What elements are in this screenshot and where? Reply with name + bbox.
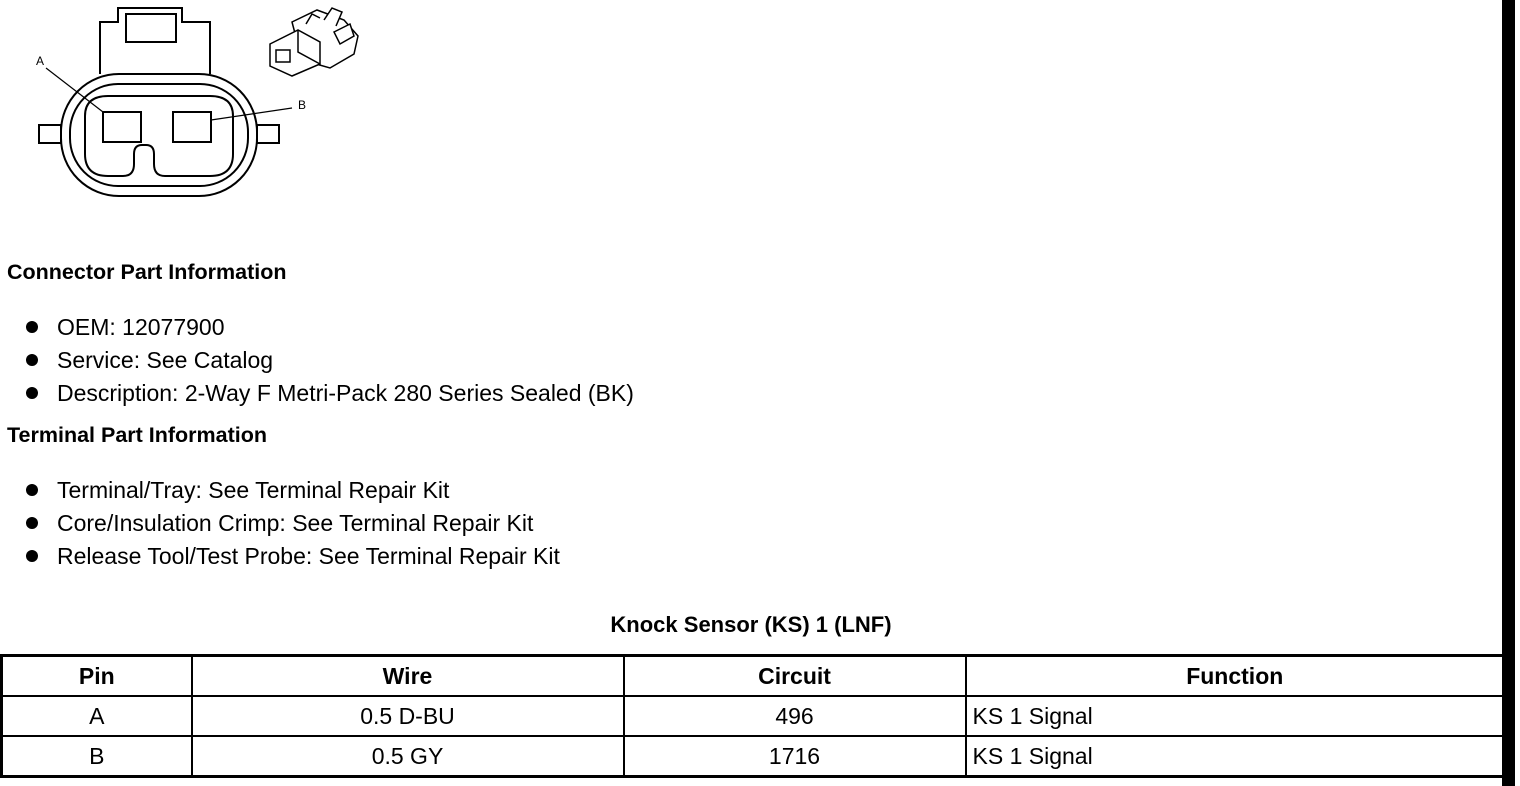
- list-item: [26, 344, 634, 377]
- bullet-icon: [26, 387, 38, 399]
- terminal-info-heading: Terminal Part Information: [7, 423, 268, 447]
- bullet-icon: [26, 321, 38, 333]
- wire-cell: 0.5 D-BU: [192, 696, 624, 736]
- table-header-row: [2, 656, 1505, 697]
- list-item: [26, 311, 634, 344]
- connector-isometric-diagram: [262, 2, 362, 80]
- list-item-text: Service: See Catalog: [57, 347, 274, 373]
- function-cell: KS 1 Signal: [966, 736, 1505, 777]
- list-item-text: Description: 2-Way F Metri-Pack 280 Series Sealed (BK): [57, 380, 634, 406]
- column-header-wire: Wire: [192, 656, 624, 697]
- column-header-function: Function: [966, 656, 1505, 697]
- wire-cell: 0.5 GY: [192, 736, 624, 777]
- table-caption: Knock Sensor (KS) 1 (LNF): [610, 612, 892, 637]
- list-item-text: Release Tool/Test Probe: See Terminal Repair Kit: [57, 543, 560, 569]
- table-row: [2, 736, 1505, 777]
- list-item: [26, 377, 634, 410]
- bullet-icon: [26, 484, 38, 496]
- column-header-circuit: Circuit: [624, 656, 966, 697]
- function-cell: KS 1 Signal: [966, 696, 1505, 736]
- bullet-icon: [26, 517, 38, 529]
- column-header-pin: Pin: [2, 656, 192, 697]
- connector-info-list: [26, 311, 634, 410]
- pin-b-callout: B: [298, 98, 307, 112]
- pinout-table: [0, 654, 1506, 778]
- pin-cell: A: [2, 696, 192, 736]
- list-item: [26, 474, 560, 507]
- list-item: [26, 507, 560, 540]
- connector-info-heading: Connector Part Information: [7, 260, 287, 284]
- list-item-text: Core/Insulation Crimp: See Terminal Repair Kit: [57, 510, 534, 536]
- bullet-icon: [26, 354, 38, 366]
- bullet-icon: [26, 550, 38, 562]
- circuit-cell: 1716: [624, 736, 966, 777]
- pin-cell: B: [2, 736, 192, 777]
- list-item-text: Terminal/Tray: See Terminal Repair Kit: [57, 477, 450, 503]
- terminal-info-list: [26, 474, 560, 573]
- list-item: [26, 540, 560, 573]
- table-row: [2, 696, 1505, 736]
- list-item-text: OEM: 12077900: [57, 314, 225, 340]
- circuit-cell: 496: [624, 696, 966, 736]
- pin-a-callout: A: [36, 54, 45, 68]
